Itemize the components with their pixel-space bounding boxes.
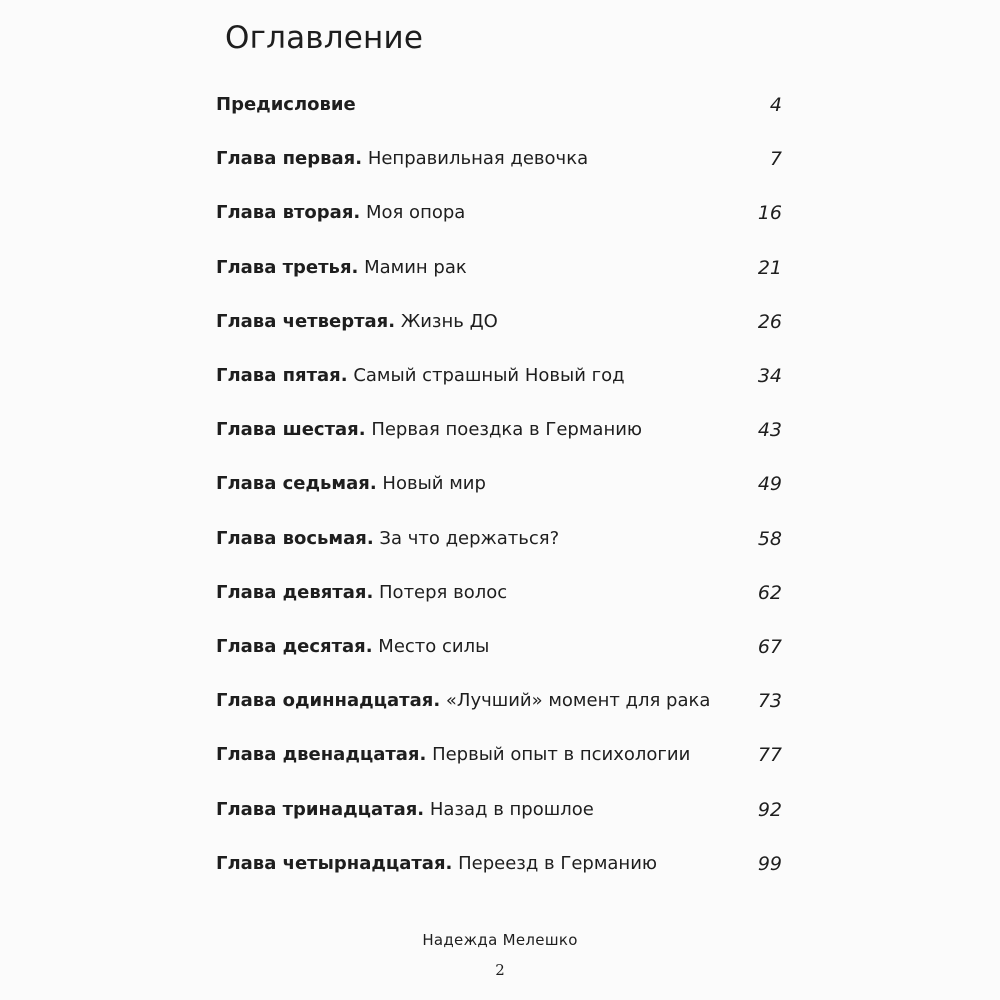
chapter-label: Глава пятая <box>216 365 341 387</box>
chapter-label: Глава третья <box>216 256 352 278</box>
chapter-subtitle: Место силы <box>378 635 490 657</box>
chapter-label: Предисловие <box>216 94 356 116</box>
chapter-separator: . <box>388 310 396 332</box>
toc-page-number: 16 <box>757 202 782 225</box>
chapter-subtitle: Неправильная девочка <box>367 148 589 170</box>
chapter-separator: . <box>369 473 377 495</box>
running-footer-author: Надежда Мелешко <box>422 931 578 949</box>
toc-entry <box>216 349 782 403</box>
chapter-subtitle: Первая поездка в Германию <box>371 419 643 441</box>
toc-page-number: 62 <box>757 581 782 604</box>
toc-page-number: 4 <box>769 94 782 117</box>
chapter-label: Глава тринадцатая <box>216 798 418 820</box>
chapter-subtitle: За что держаться? <box>379 527 560 549</box>
chapter-separator: . <box>417 798 425 820</box>
toc-entry <box>216 132 782 186</box>
chapter-separator: . <box>366 581 374 603</box>
toc-entry <box>216 566 782 620</box>
toc-page-number: 58 <box>757 527 782 550</box>
chapter-separator: . <box>366 527 374 549</box>
chapter-separator: . <box>419 744 427 766</box>
toc-entry <box>216 728 782 782</box>
toc-page-number: 34 <box>757 365 782 388</box>
page-number: 2 <box>495 961 505 979</box>
toc-entry <box>216 457 782 511</box>
chapter-separator: . <box>351 256 359 278</box>
chapter-label: Глава четырнадцатая <box>216 852 446 874</box>
toc-entry-text <box>216 364 625 388</box>
chapter-separator: . <box>433 690 441 712</box>
chapter-label: Глава девятая <box>216 581 367 603</box>
chapter-subtitle: Новый мир <box>382 473 486 495</box>
toc-entry-text <box>216 256 467 280</box>
toc-entry-text <box>216 147 588 171</box>
toc-entry <box>216 186 782 240</box>
toc-entry <box>216 782 782 836</box>
chapter-label: Глава одиннадцатая <box>216 690 434 712</box>
chapter-separator: . <box>355 148 363 170</box>
toc-entry-text <box>216 689 710 713</box>
chapter-separator: . <box>365 635 373 657</box>
toc-entry-text <box>216 798 594 822</box>
chapter-subtitle: Потеря волос <box>379 581 508 603</box>
toc-page-number: 92 <box>757 798 782 821</box>
toc-entry-text <box>216 93 356 117</box>
toc-page-number: 49 <box>757 473 782 496</box>
toc-entry-text <box>216 201 465 225</box>
toc-page-number: 77 <box>757 744 782 767</box>
chapter-subtitle: «Лучший» момент для рака <box>445 690 711 712</box>
chapter-label: Глава двенадцатая <box>216 744 420 766</box>
toc-page-number: 67 <box>757 635 782 658</box>
chapter-subtitle: Жизнь ДО <box>400 310 498 332</box>
page-title: Оглавление <box>225 20 424 56</box>
chapter-subtitle: Моя опора <box>365 202 466 224</box>
chapter-subtitle: Первый опыт в психологии <box>432 744 691 766</box>
toc-entry-text <box>216 472 486 496</box>
toc-page-number: 7 <box>769 148 782 171</box>
toc-entry <box>216 620 782 674</box>
chapter-separator: . <box>445 852 453 874</box>
toc-page-number: 26 <box>757 310 782 333</box>
chapter-label: Глава седьмая <box>216 473 370 495</box>
chapter-subtitle: Переезд в Германию <box>458 852 658 874</box>
toc-entry <box>216 295 782 349</box>
toc-entry <box>216 512 782 566</box>
toc-entry <box>216 403 782 457</box>
chapter-separator: . <box>358 419 366 441</box>
toc-page-number: 43 <box>757 419 782 442</box>
toc-page-number: 21 <box>757 256 782 279</box>
toc-entry-text <box>216 581 507 605</box>
chapter-separator: . <box>353 202 361 224</box>
toc-entry-text <box>216 743 690 767</box>
chapter-label: Глава четвертая <box>216 310 389 332</box>
chapter-label: Глава вторая <box>216 202 354 224</box>
chapter-label: Глава десятая <box>216 635 366 657</box>
chapter-label: Глава первая <box>216 148 356 170</box>
toc-entry <box>216 674 782 728</box>
toc-entry-text <box>216 310 498 334</box>
chapter-subtitle: Самый страшный Новый год <box>353 365 625 387</box>
toc-entry <box>216 241 782 295</box>
toc-entry-text <box>216 527 559 551</box>
toc-page-number: 99 <box>757 852 782 875</box>
chapter-label: Глава восьмая <box>216 527 367 549</box>
toc-entry <box>216 837 782 891</box>
toc-page-number: 73 <box>757 690 782 713</box>
chapter-subtitle: Мамин рак <box>364 256 467 278</box>
chapter-separator: . <box>340 365 348 387</box>
toc-entry <box>216 78 782 132</box>
chapter-label: Глава шестая <box>216 419 359 441</box>
toc-entry-text <box>216 635 489 659</box>
toc-entry-text <box>216 852 657 876</box>
table-of-contents <box>216 78 782 891</box>
chapter-subtitle: Назад в прошлое <box>429 798 594 820</box>
toc-entry-text <box>216 418 642 442</box>
